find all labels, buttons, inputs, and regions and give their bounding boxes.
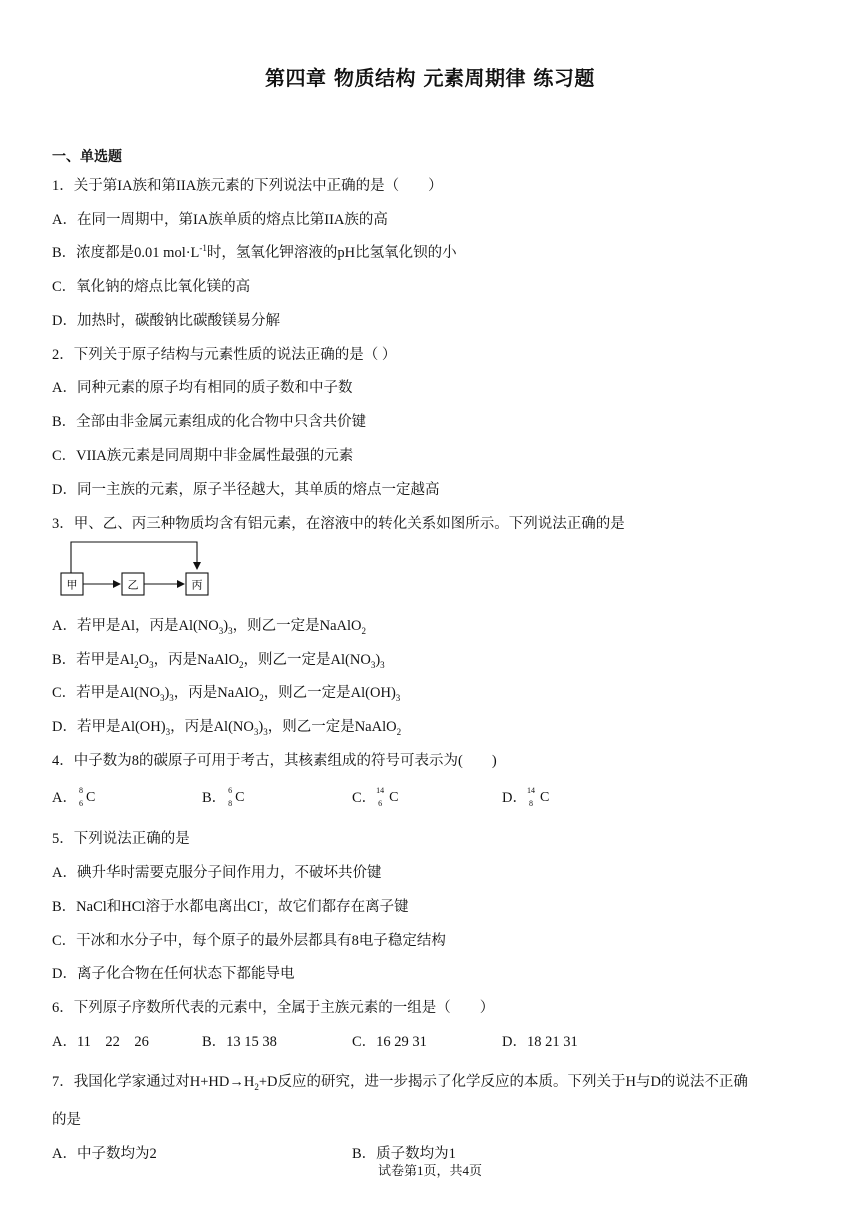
question-2-stem: 2．下列关于原子结构与元素性质的说法正确的是（ ）: [52, 347, 397, 363]
question-3-option-d: D．若甲是$Al(OH)_3$，丙是$Al(NO_3)_3$，则乙一定是NaAlO$_2$: [52, 719, 402, 737]
question-3-option-b: B．若甲是$Al_2O_3$，丙是NaAlO$_2$，则乙一定是$Al(NO_3)_3$: [52, 652, 385, 670]
question-4-option-d: D． 14 8 C: [502, 785, 550, 808]
question-2-option-a: A．同种元素的原子均有相同的质子数和中子数: [52, 380, 353, 396]
page-title: 第四章 物质结构 元素周期律 练习题: [265, 66, 595, 90]
page-footer: 试卷第1页，共4页: [377, 1163, 482, 1178]
question-6-option-c: C．16 29 31: [352, 1034, 427, 1050]
question-5-option-a: A．碘升华时需要克服分子间作用力，不破坏共价键: [52, 865, 382, 881]
question-3-option-a: A．若甲是Al，丙是$Al(NO_3)_3$，则乙一定是NaAlO$_2$: [52, 618, 366, 636]
question-6-stem: 6．下列原子序数所代表的元素中，全属于主族元素的一组是（ ）: [52, 1000, 495, 1016]
question-4-option-c: C． 14 6 C: [352, 785, 399, 808]
question-4-option-b: B． 6 8 C: [202, 785, 245, 808]
question-5-stem: 5．下列说法正确的是: [52, 831, 190, 847]
question-6-option-d: D．18 21 31: [502, 1034, 578, 1050]
question-7-option-a: A．中子数均为2: [52, 1146, 157, 1162]
question-7-option-b: B．质子数均为1: [352, 1146, 456, 1162]
question-7-stem: 7．我国化学家通过对$H+HD\to H_2+D$反应的研究，进一步揭示了化学反应的本质。下列关于H与D的说法不正确: [52, 1074, 748, 1092]
question-3-option-c: C．若甲是$Al(NO_3)_3$，丙是NaAlO$_2$，则乙一定是$Al(OH)_3$: [52, 685, 401, 703]
question-5-option-b: B．NaCl和HCl溶于水都电离出Cl-，故它们都存在离子键: [52, 897, 409, 915]
loop-arrow: [71, 542, 197, 573]
label-jia: 甲: [66, 578, 78, 592]
conversion-diagram: [58, 538, 214, 602]
question-2-option-c: C．VIIA族元素是同周期中非金属性最强的元素: [52, 448, 354, 464]
label-yi: 乙: [127, 578, 139, 592]
question-7-stem-continued: 的是: [52, 1112, 81, 1128]
question-5-option-d: D．离子化合物在任何状态下都能导电: [52, 966, 295, 982]
question-2-option-d: D．同一主族的元素，原子半径越大，其单质的熔点一定越高: [52, 482, 440, 498]
label-bing: 丙: [191, 578, 203, 592]
question-3-stem: 3．甲、乙、丙三种物质均含有铝元素，在溶液中的转化关系如图所示。下列说法正确的是: [52, 516, 625, 532]
question-1-option-a: A．在同一周期中，第IA族单质的熔点比第IIA族的高: [52, 212, 388, 228]
question-5-option-c: C．干冰和水分子中，每个原子的最外层都具有8电子稳定结构: [52, 933, 446, 949]
question-4-stem: 4．中子数为8的碳原子可用于考古，其核素组成的符号可表示为( ): [52, 753, 497, 769]
question-1-option-c: C．氧化钠的熔点比氧化镁的高: [52, 279, 251, 295]
question-6-option-a: A．11 22 26: [52, 1034, 149, 1050]
question-1-option-b: B．浓度都是0.01 $mol\cdot L^{-1}$时，氢氧化钾溶液的pH比氢氧化钡的小: [52, 243, 457, 261]
question-1-option-d: D．加热时，碳酸钠比碳酸镁易分解: [52, 313, 280, 329]
question-2-option-b: B．全部由非金属元素组成的化合物中只含共价键: [52, 414, 367, 430]
question-1-stem: 1．关于第IA族和第IIA族元素的下列说法中正确的是（ ）: [52, 178, 443, 194]
section-heading: 一、单选题: [52, 149, 122, 165]
question-4-option-a: A． 8 6 C: [52, 785, 96, 808]
question-6-option-b: B．13 15 38: [202, 1034, 277, 1050]
